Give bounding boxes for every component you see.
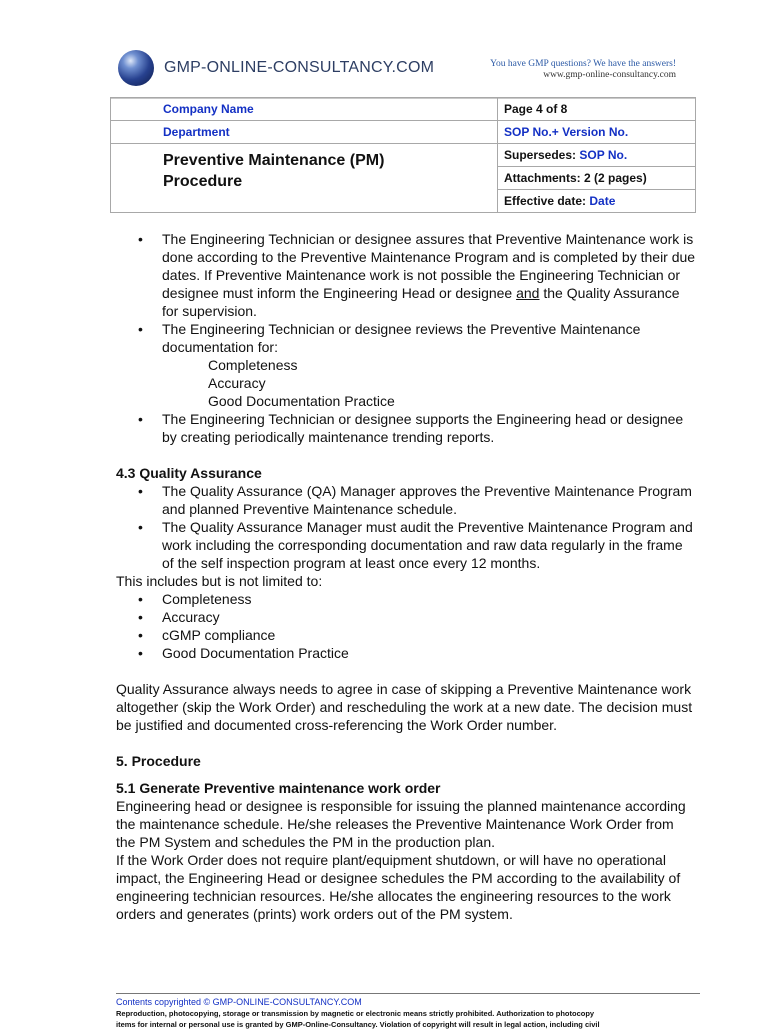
sub-item: Accuracy: [208, 375, 266, 391]
copyright-text: Contents copyrighted © GMP-ONLINE-CONSULTANCY.COM: [116, 997, 362, 1007]
procedure-paragraph-2: If the Work Order does not require plant/equipment shutdown, or will have no operational impact, the Engineering Head or designee schedules the PM according to the availability of engineering technician resources. He/she allocates the engineering resources to the work orders and generates (prints) work orders out of the PM system.: [116, 852, 681, 922]
procedure-heading: 5. Procedure: [116, 753, 201, 769]
bullet-text: The Engineering Technician or designee reviews the Preventive Maintenance documentation for:: [162, 321, 641, 355]
logo-text: GMP-ONLINE-CONSULTANCY.COM: [164, 59, 435, 76]
effective-date: [498, 190, 696, 213]
qa-list: [116, 482, 696, 572]
includes-list: [116, 590, 696, 662]
website-text: www.gmp-online-consultancy.com: [543, 70, 676, 80]
effective-date-label: Effective date:: [504, 194, 587, 208]
legal-text-line-1: Reproduction, photocopying, storage or transmission by magnetic or electronic means strictly prohibited. Authorization to photocopy: [116, 1009, 595, 1018]
technician-responsibilities-list: [116, 230, 696, 446]
list-item: [116, 320, 696, 410]
underlined-and: and: [516, 285, 540, 301]
title-line-2: Procedure: [163, 173, 243, 190]
tagline-text: You have GMP questions? We have the answers!: [490, 59, 676, 69]
list-item: • The Quality Assurance (QA) Manager approves the Preventive Maintenance Program and planned Preventive Maintenance schedule.: [116, 482, 696, 518]
list-item: • Completeness: [116, 590, 696, 608]
qa-heading: 4.3 Quality Assurance: [116, 465, 262, 481]
document-body: [116, 230, 696, 923]
attachments: Attachments: 2 (2 pages): [498, 167, 696, 190]
sub-item: Good Documentation Practice: [208, 393, 395, 409]
list-item: • Accuracy: [116, 608, 696, 626]
list-item: • Good Documentation Practice: [116, 644, 696, 662]
company-name: Company Name: [111, 98, 498, 121]
includes-text: This includes but is not limited to:: [116, 573, 323, 589]
page-number: Page 4 of 8: [498, 98, 696, 121]
list-item: [116, 230, 696, 320]
procedure-paragraph-1: Engineering head or designee is responsible for issuing the planned maintenance according the maintenance schedule. He/she releases the Preventive Maintenance Work Order from the PM System and schedules the PM in the production plan.: [116, 798, 686, 850]
document-info-table: [110, 97, 696, 213]
supersedes-label: Supersedes:: [504, 148, 577, 162]
qa-paragraph: Quality Assurance always needs to agree in case of skipping a Preventive Maintenance work altogether (skip the Work Order) and rescheduling the work at a new date. The decision must be justified and documented cross-referencing the Work Order number.: [116, 681, 693, 733]
title-line-1: Preventive Maintenance (PM): [163, 152, 385, 169]
sub-item: Completeness: [208, 357, 298, 373]
list-item: • cGMP compliance: [116, 626, 696, 644]
sop-version: SOP No.+ Version No.: [498, 121, 696, 144]
department: Department: [111, 121, 498, 144]
list-item: • The Engineering Technician or designee supports the Engineering head or designee by creating periodically maintenance trending reports.: [116, 410, 696, 446]
bullet-text: The Engineering Technician or designee assures that Preventive Maintenance work is done according to the Preventive Maintenance Program and is completed by their due dates. If Preventive Maintenance work is not possible the Engineering Technician or designee must inform the Engineering Head or designee: [162, 231, 696, 301]
supersedes: [498, 144, 696, 167]
effective-date-value: Date: [589, 194, 616, 208]
procedure-subheading: 5.1 Generate Preventive maintenance work order: [116, 780, 441, 796]
list-item: • The Quality Assurance Manager must audit the Preventive Maintenance Program and work including the corresponding documentation and raw data regularly in the frame of the self inspection program at least once every 12 months.: [116, 518, 696, 572]
legal-text-line-2: items for internal or personal use is granted by GMP-Online-Consultancy. Violation of copyright will result in legal action, including civil: [116, 1020, 600, 1029]
document-title: [111, 144, 498, 213]
globe-logo-icon: [118, 50, 154, 86]
supersedes-value: SOP No.: [579, 148, 628, 162]
bullet-text: the Quality Assurance for supervision.: [162, 285, 680, 319]
page-header: [110, 42, 696, 99]
header-tagline: [490, 59, 676, 80]
